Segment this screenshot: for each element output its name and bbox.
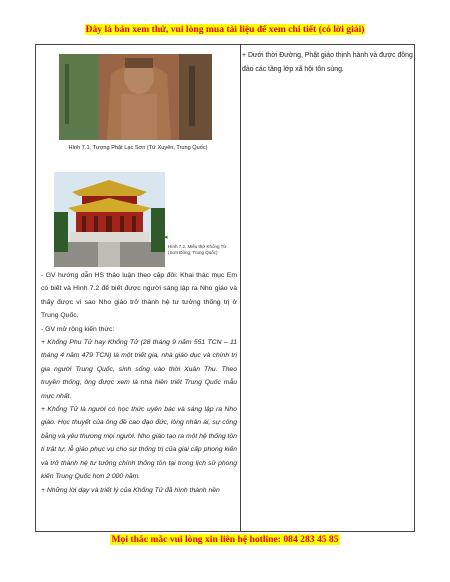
right-column [242, 49, 414, 76]
figure2-caption: ◂ Hình 7.2. Miếu thờ Khổng Tử (Sơn Đông, Trung Quốc) [164, 234, 227, 255]
lesson-table [35, 44, 415, 532]
confucius-temple-photo [54, 172, 165, 267]
paragraph: - GV hướng dẫn HS thảo luận theo cặp đôi: Khai thác mục Em có biết và Hình 7.2 để biết được người sáng lập ra Nho giáo và thấy được vì sao Nho giáo trở thành hệ tư tưởng thống trị ở Trung Quốc. [41, 272, 237, 320]
paragraph: + Khổng Phu Tử hay Khổng Tử (28 tháng 9 năm 551 TCN – 11 tháng 4 năm 479 TCN) là một triết gia, nhà giáo dục và chính trị gia người Trung Quốc, sinh sống vào thời Xuân Thu. Theo truyền thống, ông được xem là nhà hiền triết Trung Quốc mẫu mực nhất. [41, 339, 237, 400]
hotline-banner: Mọi thắc mắc vui lòng xin liên hệ hotline: 084 283 45 85 [111, 534, 339, 545]
column-divider [240, 45, 241, 531]
paragraph: + Khổng Tử là người có học thức uyên bác và sáng lập ra Nho giáo. Học thuyết của ông đề cao đạo đức, lòng nhân ái, sự công bằng và yêu thương mọi người. Nho giáo tạo ra một hệ thống tôn ti trật tự, lễ giáo phục vụ cho sự thống trị của giai cấp phong kiến và trở thành hệ tư tưởng chính thống tồn tại trong lịch sử phong kiến Trung Quốc hơn 2 000 năm. [41, 406, 237, 481]
paragraph: - GV mở rộng kiến thức: [41, 325, 115, 333]
paragraph: + Những lời dạy và triết lý của Khổng Tử đã hình thành nền [41, 486, 220, 494]
caption-marker-icon: ◂ [164, 234, 168, 241]
preview-banner: Đây là bản xem thử, vui lòng mua tài liệu để xem chi tiết (có lời giải) [85, 24, 365, 35]
leshan-buddha-photo [59, 54, 212, 140]
left-column [36, 45, 240, 531]
left-text [41, 269, 237, 497]
figure1-caption: Hình 7.1. Tượng Phật Lạc Sơn (Tứ Xuyên, Trung Quốc) [68, 145, 208, 151]
paragraph: + Dưới thời Đường, Phật giáo thịnh hành và được đông đảo các tầng lớp xã hội tôn sùng. [242, 52, 413, 73]
